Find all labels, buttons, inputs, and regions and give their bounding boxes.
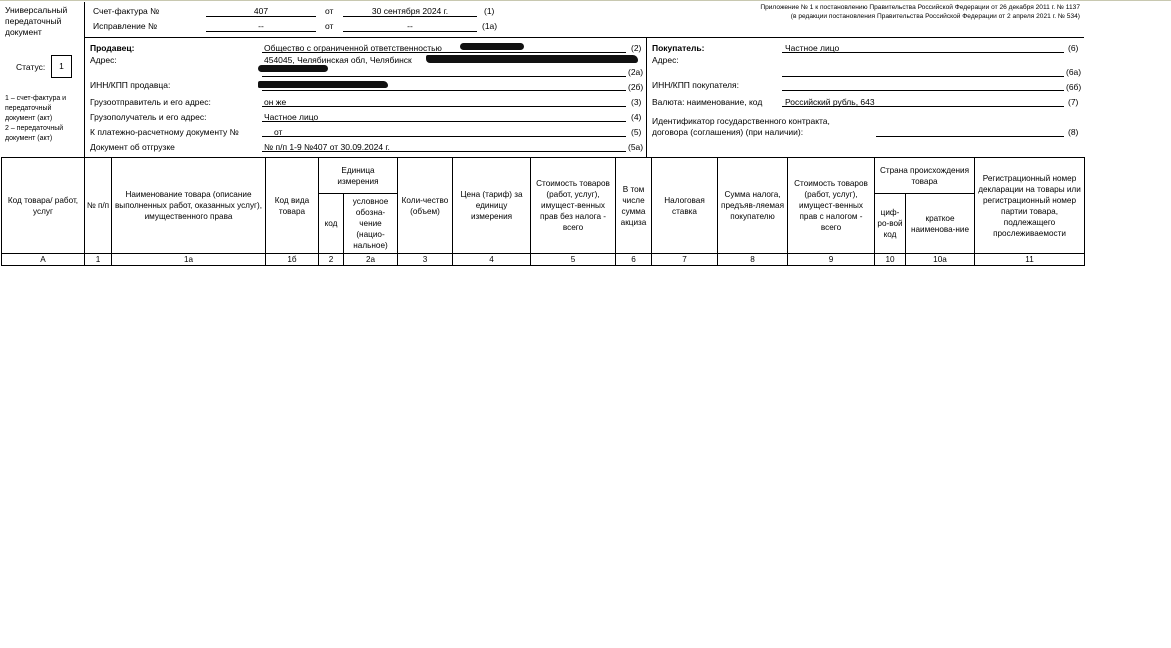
invoice-number-line <box>206 16 316 17</box>
buyer-address-label: Адрес: <box>652 55 679 65</box>
invoice-date: 30 сентября 2024 г. <box>371 6 449 16</box>
payment-doc-value: от <box>274 127 283 137</box>
currency-value: Российский рубль, 643 <box>785 97 875 107</box>
column-numbers-row <box>2 254 1085 266</box>
column-number: 3 <box>398 254 453 266</box>
col-header-country: Страна происхождения товара <box>875 158 975 194</box>
col-header-excise: В том числе сумма акциза <box>616 158 652 254</box>
buyer-inn-code: (6б) <box>1066 82 1082 92</box>
shipment-doc-label: Документ об отгрузке <box>90 142 175 152</box>
consignee-code: (4) <box>631 112 642 122</box>
col-header-tax-rate: Налоговая ставка <box>652 158 718 254</box>
col-header-qty: Коли-чество (объем) <box>398 158 453 254</box>
column-number: 1 <box>85 254 112 266</box>
shipper-value: он же <box>264 97 287 107</box>
top-rule <box>0 0 1171 1</box>
consignee-value: Частное лицо <box>264 112 319 122</box>
consignee-line <box>262 121 626 122</box>
seller-value: Общество с ограниченной ответственностью <box>264 43 442 53</box>
col-header-unit-code: код <box>319 194 344 254</box>
invoice-from: от <box>325 6 334 16</box>
col-header-num: № п/п <box>85 158 112 254</box>
correction-date-line <box>343 31 477 32</box>
shipper-line <box>262 106 626 107</box>
seller-inn-label: ИНН/КПП продавца: <box>90 80 171 90</box>
document-type: Универсальный передаточный документ <box>5 5 68 37</box>
buyer-line <box>782 52 1064 53</box>
col-header-country-code: циф-ро-вой код <box>875 194 906 254</box>
column-number: 1а <box>112 254 266 266</box>
buyer-inn-line <box>782 90 1064 91</box>
left-panel-border <box>84 2 85 157</box>
correction-date: -- <box>407 21 413 31</box>
column-number: 6 <box>616 254 652 266</box>
column-number: 4 <box>453 254 531 266</box>
consignee-label: Грузополучатель и его адрес: <box>90 112 207 122</box>
col-header-price: Цена (тариф) за единицу измерения <box>453 158 531 254</box>
column-number: 10 <box>875 254 906 266</box>
currency-line <box>782 106 1064 107</box>
seller-inn-code: (2б) <box>628 82 644 92</box>
redaction-mark <box>258 65 328 72</box>
correction-code: (1а) <box>482 21 498 31</box>
seller-address-line <box>262 76 626 77</box>
column-number: 9 <box>788 254 875 266</box>
column-number: А <box>2 254 85 266</box>
seller-inn-line <box>262 90 626 91</box>
appendix-line-2: (в редакции постановления Правительства Российской Федерации от 2 апреля 2021 г. № 534) <box>790 13 1080 20</box>
column-number: 10а <box>906 254 975 266</box>
buyer-code: (6) <box>1068 43 1079 53</box>
invoice-label: Счет-фактура № <box>93 6 160 16</box>
buyer-address-line <box>782 76 1064 77</box>
seller-buyer-divider <box>646 37 647 157</box>
status-box: 1 <box>51 55 72 78</box>
appendix-line-1: Приложение № 1 к постановлению Правительства Российской Федерации от 26 декабря 2011 г. № 1137 <box>760 4 1080 11</box>
col-header-cost-no-tax: Стоимость товаров (работ, услуг), имущест-венных прав без налога - всего <box>531 158 616 254</box>
currency-label: Валюта: наименование, код <box>652 97 763 107</box>
seller-label: Продавец: <box>90 43 135 53</box>
column-number: 7 <box>652 254 718 266</box>
goods-table <box>1 157 1085 266</box>
header-divider <box>84 37 1084 38</box>
payment-doc-code: (5) <box>631 127 642 137</box>
column-number: 8 <box>718 254 788 266</box>
col-header-unit: Единица измерения <box>319 158 398 194</box>
col-header-cost-with-tax: Стоимость товаров (работ, услуг), имущест-венных прав с налогом - всего <box>788 158 875 254</box>
redaction-mark <box>426 55 638 63</box>
invoice-code: (1) <box>484 6 495 16</box>
buyer-label: Покупатель: <box>652 43 705 53</box>
column-number: 11 <box>975 254 1085 266</box>
col-header-country-name: краткое наименова-ние <box>906 194 975 254</box>
correction-number: -- <box>258 21 264 31</box>
shipment-doc-value: № п/п 1-9 №407 от 30.09.2024 г. <box>264 142 390 152</box>
redaction-mark <box>258 81 388 88</box>
contract-code: (8) <box>1068 127 1079 137</box>
shipper-label: Грузоотправитель и его адрес: <box>90 97 211 107</box>
shipper-code: (3) <box>631 97 642 107</box>
column-number: 2а <box>344 254 398 266</box>
col-header-reg-number: Регистрационный номер декларации на товары или регистрационный номер партии товара, подлежащего прослеживаемости <box>975 158 1085 254</box>
invoice-number: 407 <box>253 6 269 16</box>
seller-line <box>262 52 626 53</box>
seller-address-label: Адрес: <box>90 55 117 65</box>
payment-doc-label: К платежно-расчетному документу № <box>90 127 239 137</box>
buyer-inn-label: ИНН/КПП покупателя: <box>652 80 739 90</box>
shipment-doc-line <box>262 151 626 152</box>
contract-label-1: Идентификатор государственного контракта, <box>652 116 830 126</box>
correction-from: от <box>325 21 334 31</box>
buyer-value: Частное лицо <box>785 43 840 53</box>
correction-label: Исправление № <box>93 21 158 31</box>
contract-label-2: договора (соглашения) (при наличии): <box>652 127 804 137</box>
column-number: 1б <box>266 254 319 266</box>
col-header-kind: Код вида товара <box>266 158 319 254</box>
seller-address-value: 454045, Челябинская обл, Челябинск <box>264 55 412 65</box>
contract-line <box>876 136 1064 137</box>
seller-address-code: (2а) <box>628 67 644 77</box>
invoice-date-line <box>343 16 477 17</box>
currency-code: (7) <box>1068 97 1079 107</box>
col-header-unit-name: условное обозна-чение (нацио-нальное) <box>344 194 398 254</box>
status-label: Статус: <box>16 62 46 72</box>
col-header-code: Код товара/ работ, услуг <box>2 158 85 254</box>
shipment-doc-code: (5а) <box>628 142 644 152</box>
redaction-mark <box>460 43 524 50</box>
payment-doc-line <box>262 136 626 137</box>
column-number: 5 <box>531 254 616 266</box>
column-number: 2 <box>319 254 344 266</box>
correction-number-line <box>206 31 316 32</box>
col-header-name: Наименование товара (описание выполненных работ, оказанных услуг), имущественного права <box>112 158 266 254</box>
col-header-tax-sum: Сумма налога, предъяв-ляемая покупателю <box>718 158 788 254</box>
buyer-address-code: (6а) <box>1066 67 1082 77</box>
seller-code: (2) <box>631 43 642 53</box>
status-note: 1 – счет-фактура и передаточный документ (акт) 2 – передаточный документ (акт) <box>5 95 67 142</box>
